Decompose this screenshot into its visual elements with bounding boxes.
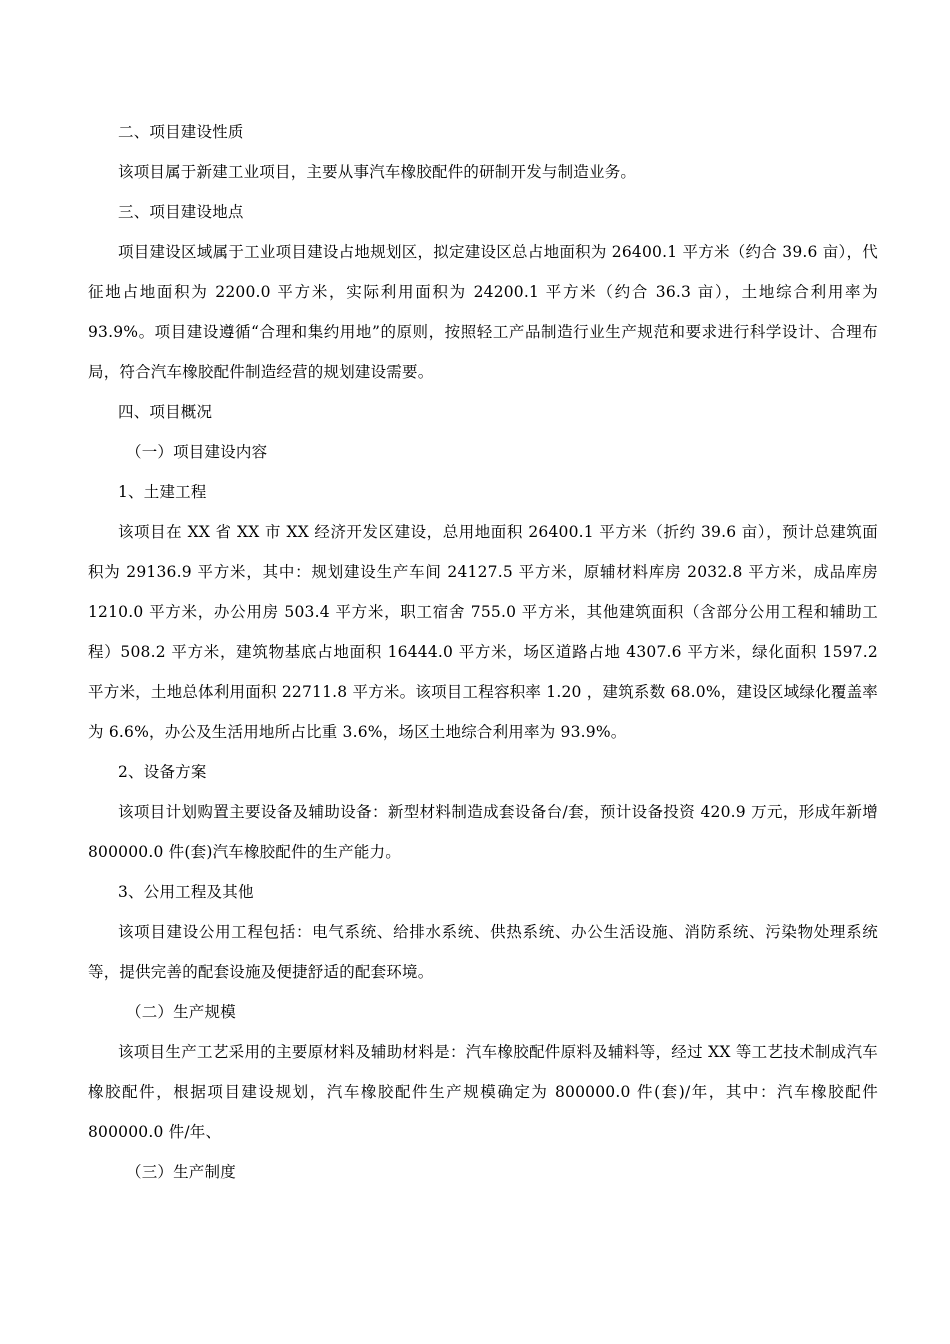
paragraph-utilities: 该项目建设公用工程包括：电气系统、给排水系统、供热系统、办公生活设施、消防系统、污染物处理系统等，提供完善的配套设施及便捷舒适的配套环境。 (88, 923, 878, 981)
document-body (88, 112, 878, 1192)
item-heading-utilities: 3、公用工程及其他 (118, 883, 254, 901)
paragraph-civil-works: 该项目在 XX 省 XX 市 XX 经济开发区建设，总用地面积 26400.1 平方米（折约 39.6 亩），预计总建筑面积为 29136.9 平方米，其中：规划建设生产车间 24127.5 平方米，原辅材料库房 2032.8 平方米，成品库房 1210.0 平方米，办公用房 503.4 平方米，职工宿舍 755.0 平方米，其他建筑面积（含部分公用工程和辅助工程）508.2 平方米，建筑物基底占地面积 16444.0 平方米，场区道路占地 4307.6 平方米，绿化面积 1597.2 平方米，土地总体利用面积 22711.8 平方米。该项目工程容积率 1.20 ，建筑系数 68.0%，建设区域绿化覆盖率为 6.6%，办公及生活用地所占比重 3.6%，场区土地综合利用率为 93.9%。 (88, 523, 878, 741)
paragraph-production-scale: 该项目生产工艺采用的主要原材料及辅助材料是：汽车橡胶配件原料及辅料等，经过 XX 等工艺技术制成汽车橡胶配件，根据项目建设规划，汽车橡胶配件生产规模确定为 800000.0 件(套)/年，其中：汽车橡胶配件 800000.0 件/年、 (88, 1043, 878, 1141)
subheading-production-scale: （二）生产规模 (126, 1003, 236, 1021)
section-heading-nature: 二、项目建设性质 (118, 123, 244, 141)
subheading-production-system: （三）生产制度 (126, 1163, 236, 1181)
section-heading-overview: 四、项目概况 (118, 403, 213, 421)
item-heading-civil-works: 1、土建工程 (118, 483, 207, 501)
paragraph-nature: 该项目属于新建工业项目，主要从事汽车橡胶配件的研制开发与制造业务。 (118, 163, 637, 181)
paragraph-location: 项目建设区域属于工业项目建设占地规划区，拟定建设区总占地面积为 26400.1 平方米（约合 39.6 亩），代征地占地面积为 2200.0 平方米，实际利用面积为 24200.1 平方米（约合 36.3 亩），土地综合利用率为 93.9%。项目建设遵循“合理和集约用地”的原则，按照轻工产品制造行业生产规范和要求进行科学设计、合理布局，符合汽车橡胶配件制造经营的规划建设需要。 (88, 243, 878, 381)
paragraph-equipment: 该项目计划购置主要设备及辅助设备：新型材料制造成套设备台/套，预计设备投资 420.9 万元，形成年新增 800000.0 件(套)汽车橡胶配件的生产能力。 (88, 803, 878, 861)
item-heading-equipment: 2、设备方案 (118, 763, 207, 781)
section-heading-location: 三、项目建设地点 (118, 203, 244, 221)
subheading-construction-content: （一）项目建设内容 (126, 443, 268, 461)
